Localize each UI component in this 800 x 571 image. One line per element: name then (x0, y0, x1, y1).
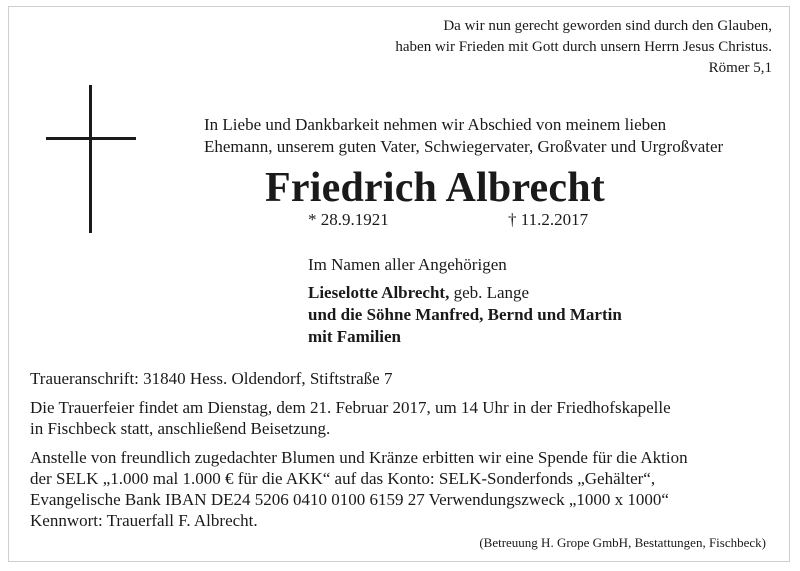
donation-line: Anstelle von freundlich zugedachter Blumen und Kränze erbitten wir eine Spende für die Aktion (30, 448, 688, 467)
widow-name: Lieselotte Albrecht, (308, 283, 450, 302)
donation-paragraph (30, 447, 770, 531)
birth-date: * 28.9.1921 (308, 210, 389, 229)
verse-line: haben wir Frieden mit Gott durch unsern Herrn Jesus Christus. (395, 39, 772, 55)
widow-maiden-name: geb. Lange (449, 283, 530, 302)
address-line: Traueranschrift: 31840 Hess. Oldendorf, Stiftstraße 7 (30, 369, 393, 388)
family-intro: Im Namen aller Angehörigen (308, 255, 507, 274)
verse-reference: Römer 5,1 (708, 60, 772, 76)
widow-line (308, 282, 622, 304)
info-block (30, 368, 770, 539)
intro-line: Ehemann, unserem guten Vater, Schwiegervater, Großvater und Urgroßvater (204, 137, 724, 156)
children-line: und die Söhne Manfred, Bernd und Martin (308, 305, 622, 324)
donation-line: der SELK „1.000 mal 1.000 € für die AKK“ auf das Konto: SELK-Sonderfonds „Gehälter“, (30, 469, 656, 488)
death-date: † 11.2.2017 (508, 210, 589, 229)
family-block (308, 254, 622, 348)
donation-line: Evangelische Bank IBAN DE24 5206 0410 0100 6159 27 Verwendungszweck „1000 x 1000“ (30, 490, 669, 509)
service-paragraph (30, 397, 770, 439)
service-line: Die Trauerfeier findet am Dienstag, dem 21. Februar 2017, um 14 Uhr in der Friedhofskapelle (30, 398, 671, 417)
verse-line: Da wir nun gerecht geworden sind durch den Glauben, (443, 18, 772, 34)
intro-line: In Liebe und Dankbarkeit nehmen wir Abschied von meinem lieben (204, 115, 667, 134)
deceased-name: Friedrich Albrecht (265, 165, 605, 211)
families-line: mit Familien (308, 327, 402, 346)
donation-line: Kennwort: Trauerfall F. Albrecht. (30, 511, 258, 530)
bible-verse (395, 16, 772, 79)
funeral-home-credit: (Betreuung H. Grope GmbH, Bestattungen, Fischbeck) (479, 535, 766, 550)
service-line: in Fischbeck statt, anschließend Beisetzung. (30, 419, 331, 438)
intro-text (204, 114, 723, 158)
